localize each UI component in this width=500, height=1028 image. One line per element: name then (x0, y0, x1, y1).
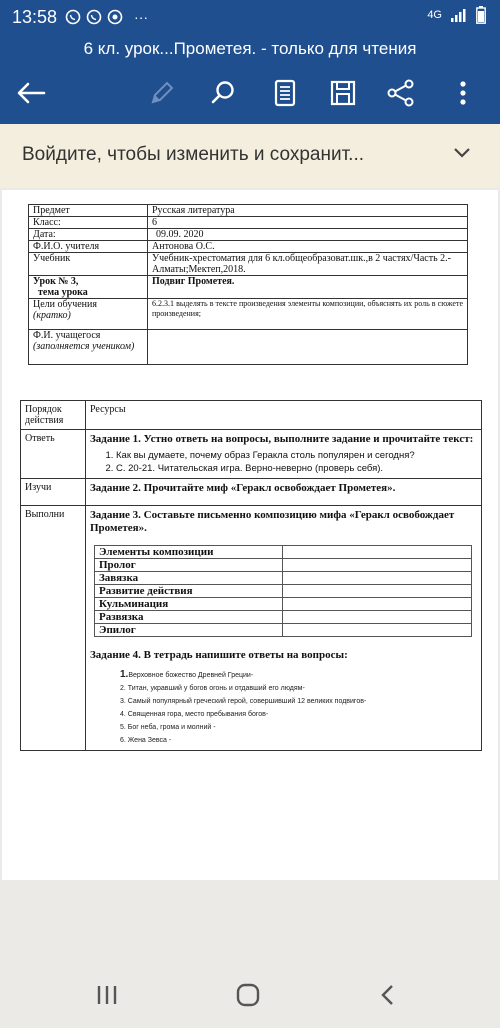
question-number: 1. (120, 669, 129, 680)
task-1-text: Задание 1. Устно ответь на вопросы, выполните задание и прочитайте текст: (90, 433, 474, 445)
composition-item: Завязка (95, 572, 283, 585)
lesson-plan-table (20, 400, 482, 751)
composition-blank (283, 546, 472, 559)
action-label: Ответь (21, 430, 86, 479)
info-value: Учебник-хрестоматия для 6 кл.общеобразоват.шк.,в 2 частях/Часть 2.-Алматы;Мектеп,2018. (148, 253, 468, 276)
table-row (95, 624, 472, 637)
question-text: Бог неба, грома и молний - (127, 724, 216, 731)
composition-item: Пролог (95, 559, 283, 572)
home-icon[interactable] (233, 980, 263, 1010)
lesson-info-table (28, 204, 468, 365)
toolbar (0, 64, 500, 124)
table-row (29, 330, 468, 365)
signin-banner-text: Войдите, чтобы изменить и сохранит... (22, 144, 365, 165)
task-2-text: Задание 2. Прочитайте миф «Геракл освобождает Прометея». (86, 479, 482, 506)
info-label (29, 276, 148, 299)
list-item (120, 708, 477, 721)
table-row (95, 611, 472, 624)
question-text: Титан, укравший у богов огонь и отдавший его людям- (127, 685, 305, 692)
table-row (95, 585, 472, 598)
lesson-topic-label: тема урока (38, 287, 88, 298)
composition-blank (283, 585, 472, 598)
composition-blank (283, 559, 472, 572)
table-row (95, 572, 472, 585)
header-order: Порядок действия (21, 401, 86, 430)
action-label: Изучи (21, 479, 86, 506)
whatsapp-icon (65, 9, 81, 25)
task-1-list (90, 449, 477, 475)
composition-blank (283, 598, 472, 611)
table-row (29, 299, 468, 330)
table-row (95, 559, 472, 572)
question-number: 2. (120, 685, 126, 692)
info-value: 6.2.3.1 выделять в тексте произведения элементы композиции, объяснять их роль в сюжете произведения; (148, 299, 468, 330)
lesson-number: Урок № 3, (33, 276, 79, 287)
list-item: 2. С. 20-21. Читательская игра. Верно-неверно (проверь себя). (116, 462, 477, 475)
composition-blank (283, 572, 472, 585)
student-name-value (148, 330, 468, 365)
share-icon[interactable] (384, 76, 418, 110)
list-item (120, 668, 477, 682)
list-item (120, 682, 477, 695)
composition-item: Кульминация (95, 598, 283, 611)
task-4-questions (120, 668, 477, 747)
save-icon[interactable] (326, 76, 360, 110)
table-row (21, 479, 482, 506)
table-row (29, 205, 468, 217)
edit-pencil-icon[interactable] (145, 76, 179, 110)
composition-blank (283, 624, 472, 637)
signin-banner[interactable] (0, 124, 500, 188)
list-item (120, 734, 477, 747)
question-text: Священная гора, место пребывания богов- (127, 711, 269, 718)
status-bar (0, 0, 500, 34)
composition-table (94, 545, 472, 637)
table-row (95, 546, 472, 559)
list-item (120, 695, 477, 708)
question-number: 5. (120, 724, 126, 731)
info-value: 6 (148, 217, 468, 229)
task-cell (86, 506, 482, 751)
back-icon[interactable] (372, 980, 402, 1010)
battery-icon (476, 6, 486, 24)
goals-sublabel: (кратко) (33, 310, 71, 321)
composition-blank (283, 611, 472, 624)
info-value: 09.09. 2020 (148, 229, 468, 241)
table-row (29, 229, 468, 241)
document-page (2, 190, 498, 880)
table-row (29, 276, 468, 299)
table-row (29, 253, 468, 276)
question-number: 4. (120, 711, 126, 718)
info-label: Предмет (29, 205, 148, 217)
chevron-down-icon[interactable] (452, 146, 472, 160)
header-resources: Ресурсы (86, 401, 482, 430)
more-notifications: ··· (134, 9, 149, 25)
info-label: Дата: (29, 229, 148, 241)
goals-label: Цели обучения (33, 299, 97, 310)
info-value: Подвиг Прометея. (148, 276, 468, 299)
info-label: Класс: (29, 217, 148, 229)
student-name-sublabel: (заполняется учеником) (33, 341, 135, 352)
task-cell (86, 430, 482, 479)
reading-mode-icon[interactable] (268, 76, 302, 110)
info-label: Учебник (29, 253, 148, 276)
list-item: 1. Как вы думаете, почему образ Геракла столь популярен и сегодня? (116, 449, 477, 462)
composition-item: Эпилог (95, 624, 283, 637)
status-time: 13:58 (12, 6, 58, 27)
chrome-icon (107, 9, 123, 25)
list-item (120, 721, 477, 734)
task-3-text: Задание 3. Составьте письменно композицию мифа «Геракл освобождает Прометея». (90, 509, 455, 534)
table-row (29, 217, 468, 229)
question-text: Верховное божество Древней Греции- (128, 672, 254, 679)
question-number: 3. (120, 698, 126, 705)
table-row (21, 430, 482, 479)
info-label: Ф.И.О. учителя (29, 241, 148, 253)
composition-item: Элементы композиции (95, 546, 283, 559)
composition-item: Развитие действия (95, 585, 283, 598)
composition-item: Развязка (95, 611, 283, 624)
info-label (29, 299, 148, 330)
back-arrow-icon[interactable] (14, 76, 48, 110)
table-row (29, 241, 468, 253)
search-icon[interactable] (206, 76, 240, 110)
table-row (21, 506, 482, 751)
signal-icon (450, 8, 468, 22)
system-nav-bar (0, 960, 500, 1028)
table-row (95, 598, 472, 611)
table-row (21, 401, 482, 430)
info-value: Антонова О.С. (148, 241, 468, 253)
whatsapp-icon (86, 9, 102, 25)
student-name-label: Ф.И. учащегося (33, 330, 101, 341)
info-label (29, 330, 148, 365)
question-number: 6. (120, 737, 126, 744)
document-title: 6 кл. урок...Прометея. - только для чтения (0, 34, 500, 64)
question-text: Самый популярный греческий герой, совершивший 12 великих подвигов- (127, 698, 367, 705)
recent-apps-icon[interactable] (92, 980, 122, 1010)
question-text: Жена Зевса - (127, 737, 172, 744)
info-value: Русская литература (148, 205, 468, 217)
network-type: 4G (427, 9, 442, 21)
action-label: Выполни (21, 506, 86, 751)
task-4-text: Задание 4. В тетрадь напишите ответы на вопросы: (90, 649, 348, 661)
more-vertical-icon[interactable] (446, 76, 480, 110)
